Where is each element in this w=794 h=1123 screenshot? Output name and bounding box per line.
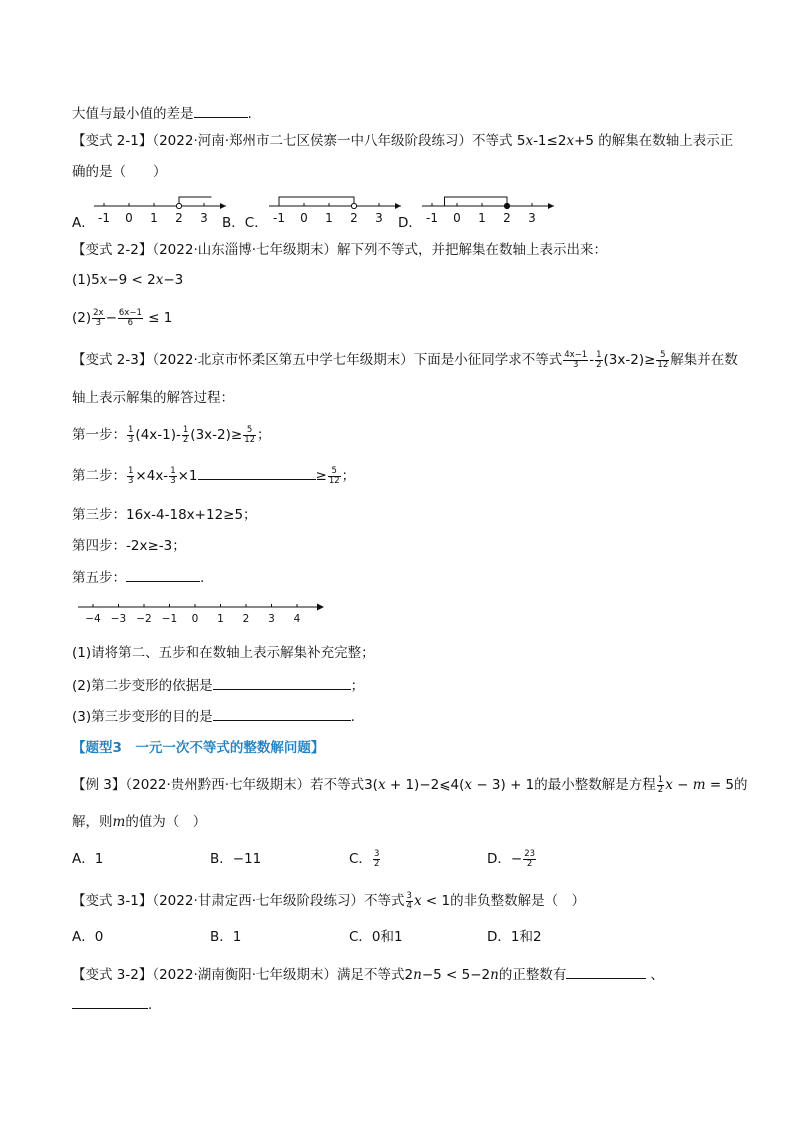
fraction	[243, 426, 256, 445]
question-text: < 1的非负整数解是（ ）	[421, 893, 586, 909]
denominator: 12	[244, 434, 256, 445]
step-label: 第四步：	[72, 538, 126, 554]
question-text: 轴上表示解集的解答过程：	[72, 390, 234, 406]
punctuation: 、	[650, 967, 664, 983]
math-text: 5	[91, 272, 100, 288]
question-text: 满足不等式2	[337, 967, 414, 983]
variable-n: n	[490, 967, 499, 983]
numerator: 2x	[93, 307, 104, 318]
numerator: 1	[596, 349, 602, 360]
subquestion-1	[72, 643, 375, 663]
fraction	[127, 467, 134, 486]
question-text: 不等式	[364, 893, 405, 909]
tick-label: 3	[200, 211, 208, 225]
question-tail-line	[72, 103, 252, 124]
variant-3-1-option-c[interactable]	[349, 927, 403, 947]
tick-label: -1	[426, 211, 438, 225]
question-text: − 3) + 1的最小整数解是方程	[472, 777, 656, 793]
variant-2-2-q2	[72, 308, 172, 328]
variant-2-1-line2	[72, 162, 167, 182]
denominator: 12	[657, 359, 669, 370]
subquestion-2	[72, 675, 364, 696]
open-dot	[351, 203, 356, 208]
period: .	[200, 570, 205, 586]
subquestion-label: (1)	[72, 272, 92, 288]
variant-2-3-line1	[72, 350, 738, 370]
variant-tag: 【变式 2-2】	[72, 242, 153, 258]
fraction	[595, 351, 602, 370]
fraction	[523, 850, 536, 869]
variable-x: x	[665, 777, 673, 793]
question-text: 不等式 5	[472, 133, 526, 149]
step-label: 第三步：	[72, 507, 126, 523]
denominator: 2	[526, 858, 533, 869]
variant-3-2-line1	[72, 964, 664, 985]
answer-blank	[72, 994, 148, 1009]
numerator: 5	[328, 467, 341, 477]
tick-label: −4	[85, 613, 101, 625]
tick-label: 3	[375, 211, 383, 225]
example-tag: 【例 3】	[72, 777, 126, 793]
question-text: + 1)−2⩽4(	[385, 777, 465, 793]
tick-label: 3	[528, 211, 536, 225]
step-label: 第二步：	[72, 468, 126, 484]
math-text: ×4x-	[135, 468, 169, 484]
math-text: −3	[163, 272, 184, 288]
math-text: −9 < 2	[107, 272, 156, 288]
numerator: 1	[170, 465, 176, 476]
question-text: (2)第二步变形的依据是	[72, 678, 213, 694]
fraction	[328, 467, 341, 486]
question-text: 解集并在数	[670, 352, 738, 368]
variant-tag: 【变式 2-3】	[72, 352, 153, 368]
option-label: B．C．	[222, 215, 268, 231]
step-2	[72, 465, 355, 486]
source-text: （2022·山东淄博·七年级期末）	[152, 242, 338, 258]
tick-label: -1	[273, 211, 285, 225]
variable-x: x	[155, 272, 164, 288]
math-text: -	[589, 352, 595, 368]
tick-label: 1	[150, 211, 158, 225]
axis-arrow	[395, 203, 401, 209]
math-text: ≤ 1	[143, 310, 173, 326]
math-text: ≥	[315, 468, 327, 484]
axis-arrow	[220, 203, 226, 209]
variable-x: x	[566, 133, 575, 149]
source-text: （2022·北京市怀柔区第五中学七年级期末）	[152, 352, 414, 368]
denominator: 2	[182, 434, 189, 445]
punctuation: ；	[341, 468, 356, 484]
step-1	[72, 425, 271, 445]
tick-label: 0	[300, 211, 308, 225]
question-text: −5 < 5−2	[421, 967, 491, 983]
answer-blank	[126, 567, 200, 582]
denominator: 2	[596, 359, 602, 370]
source-text: （2022·甘肃定西·七年级阶段练习）	[152, 893, 365, 909]
variable-x: x	[413, 893, 422, 909]
filled-dot	[504, 203, 509, 208]
numerator: 1	[128, 465, 134, 476]
question-tail-text: 大值与最小值的差是	[72, 106, 194, 122]
answer-blank	[194, 103, 248, 118]
question-text: (1)请将第二、五步和在数轴上表示解集补充完整；	[72, 645, 375, 661]
tick-label: −2	[136, 613, 152, 625]
tick-label: 4	[293, 613, 301, 625]
numerator: 5	[656, 351, 669, 361]
fraction	[92, 309, 104, 328]
tick-label: 0	[453, 211, 461, 225]
source-text: （2022·湖南衡阳·七年级期末）	[152, 967, 338, 983]
variable-x: x	[525, 133, 534, 149]
numerator: 1	[657, 774, 664, 785]
fraction	[406, 892, 413, 911]
number-line-option-a	[90, 192, 230, 232]
fraction	[118, 309, 143, 328]
denominator: 3	[573, 359, 579, 370]
section-heading-text: 【题型3 一元一次不等式的整数解问题】	[72, 740, 325, 756]
example-3-line2	[72, 812, 206, 832]
denominator: 3	[128, 475, 134, 486]
example-3-option-d[interactable]	[487, 849, 537, 869]
axis-arrow	[548, 203, 554, 209]
variant-3-1-line1	[72, 891, 585, 911]
answer-blank	[213, 675, 351, 690]
variant-3-2-line2	[72, 994, 152, 1015]
number-line-option-c	[265, 192, 405, 232]
tick-label: 2	[242, 613, 250, 625]
number-line-option-d	[418, 192, 558, 232]
variant-2-2-line1	[72, 240, 607, 260]
variable-x: x	[464, 777, 473, 793]
number-line-blank	[72, 598, 342, 630]
variant-2-1-line1	[72, 131, 733, 151]
denominator: 3	[95, 317, 102, 328]
variant-2-2-q1	[72, 270, 183, 290]
subquestion-3	[72, 706, 355, 727]
tick-label: −1	[161, 613, 178, 625]
option-label: A．	[72, 215, 95, 231]
denominator: 3	[128, 434, 134, 445]
option-text: C．0和1	[349, 929, 403, 945]
tick-label: 2	[175, 211, 183, 225]
tick-label: −3	[110, 613, 127, 625]
option-text: D．1和2	[487, 929, 542, 945]
option-label: D．	[398, 215, 422, 231]
period: .	[247, 106, 252, 122]
variable-x: x	[99, 272, 108, 288]
variable-n: n	[413, 967, 422, 983]
variable-x: x	[377, 777, 386, 793]
variant-tag: 【变式 3-1】	[72, 893, 153, 909]
question-text: -1≤2	[533, 133, 567, 149]
period: .	[350, 709, 355, 725]
source-text: （2022·贵州黔西·七年级期末）	[125, 777, 311, 793]
question-text: +5 的解集在数轴上表示正	[574, 133, 734, 149]
option-label: D．−	[487, 851, 523, 867]
numerator: 6x−1	[118, 307, 142, 318]
fraction	[169, 467, 176, 486]
step-5	[72, 567, 204, 588]
denominator: 12	[328, 475, 340, 486]
tick-label: 0	[125, 211, 133, 225]
tick-label: 2	[503, 211, 511, 225]
denominator: 4	[406, 900, 412, 911]
question-text: 的正整数有	[498, 967, 567, 983]
subquestion-label: (2)	[72, 310, 92, 326]
variant-2-3-line2	[72, 388, 234, 408]
tick-label: 0	[191, 613, 199, 625]
axis-arrow	[317, 604, 324, 611]
numerator: 1	[128, 424, 134, 435]
solution-bracket	[179, 197, 212, 206]
example-3-line1: 【例 3】（2022·贵州黔西·七年级期末）若不等式3(x + 1)−2⩽4(x − 3) + 1的最小整数解是方程 $\frac{1}{2}$ x − m = 5的	[72, 774, 748, 795]
variant-tag: 【变式 2-1】	[72, 133, 153, 149]
step-label: 第五步：	[72, 570, 126, 586]
math-text: 16x-4-18x+12≥5；	[126, 507, 257, 523]
math-text: -2x≥-3；	[126, 538, 186, 554]
fraction	[563, 351, 588, 370]
variant-3-1-option-a[interactable]	[72, 927, 103, 947]
answer-blank	[566, 964, 646, 979]
option-text: A．1	[72, 851, 104, 867]
question-text: 解，则	[72, 814, 113, 830]
numerator: 1	[182, 424, 189, 435]
variable-m: m	[692, 777, 706, 793]
tick-label: 2	[350, 211, 358, 225]
fraction	[373, 850, 380, 869]
answer-blank	[213, 706, 351, 721]
fraction	[182, 426, 189, 445]
answer-blank	[198, 465, 316, 480]
step-4	[72, 536, 186, 556]
variable-m: m	[112, 814, 126, 830]
example-3-option-b[interactable]	[210, 849, 261, 869]
denominator: 2	[657, 784, 664, 795]
denominator: 2	[373, 858, 380, 869]
step-3	[72, 505, 257, 525]
question-text: 下面是小征同学求不等式	[413, 352, 563, 368]
question-text: 解下列不等式，并把解集在数轴上表示出来：	[337, 242, 608, 258]
solution-bracket	[445, 197, 508, 206]
option-label: C．	[349, 851, 372, 867]
numerator: 5	[243, 426, 256, 436]
tick-label: 1	[478, 211, 486, 225]
fraction	[127, 426, 134, 445]
option-text: A．0	[72, 929, 104, 945]
example-3-option-c[interactable]	[349, 849, 381, 869]
variant-3-1-option-b[interactable]	[210, 927, 241, 947]
numerator: 23	[524, 848, 536, 859]
math-text: (3x-2)≥	[190, 427, 243, 443]
example-3-option-a[interactable]	[72, 849, 103, 869]
step-label: 第一步：	[72, 427, 126, 443]
numerator: 4x−1	[564, 349, 588, 360]
tick-label: -1	[98, 211, 110, 225]
fraction	[656, 351, 669, 370]
numerator: 3	[373, 848, 380, 859]
punctuation: ；	[350, 678, 365, 694]
tick-label: 1	[325, 211, 333, 225]
math-text: (4x-1)-	[135, 427, 181, 443]
source-text: （2022·河南·郑州市二七区侯寨一中八年级阶段练习）	[152, 133, 473, 149]
period: .	[148, 997, 153, 1013]
math-text: ×1	[177, 468, 198, 484]
tick-label: 3	[268, 613, 275, 625]
punctuation: ；	[257, 427, 271, 443]
tick-label: 1	[217, 613, 224, 625]
option-text: B．1	[210, 929, 242, 945]
question-text: = 5的	[705, 777, 748, 793]
question-text: 确的是（ ）	[72, 164, 167, 180]
open-dot	[176, 203, 181, 208]
section-heading	[72, 738, 324, 758]
fraction	[657, 776, 664, 795]
option-text: B．−11	[210, 851, 262, 867]
denominator: 6	[127, 317, 134, 328]
variant-3-1-option-d[interactable]	[487, 927, 542, 947]
solution-bracket	[279, 197, 354, 206]
variant-tag: 【变式 3-2】	[72, 967, 153, 983]
numerator: 3	[406, 890, 412, 901]
math-text: −	[105, 310, 117, 326]
question-text: (3)第三步变形的目的是	[72, 709, 213, 725]
math-text: (3x-2)≥	[603, 352, 656, 368]
question-text: 若不等式3(	[310, 777, 378, 793]
denominator: 3	[170, 475, 176, 486]
question-text: 的值为（ ）	[125, 814, 207, 830]
